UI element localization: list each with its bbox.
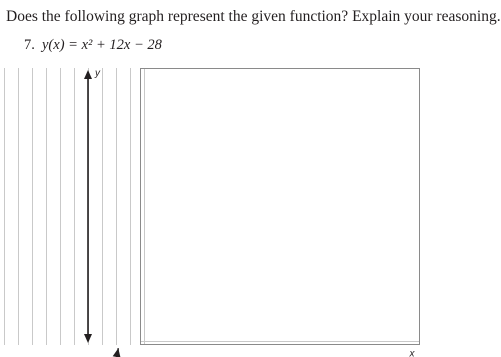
y-axis-label: y [94, 68, 101, 79]
parabola-curve [0, 348, 118, 357]
function-expression: y(x) = x² + 12x − 28 [42, 37, 162, 53]
y-axis-arrow-top [84, 70, 92, 79]
curve-arrow-right [113, 348, 121, 357]
problem-number: 7. [24, 37, 42, 54]
y-axis-arrow-bottom [84, 334, 92, 343]
question-text: Does the following graph represent the given function? Explain your reasoning. [6, 8, 501, 26]
x-axis-label: x [409, 349, 416, 357]
plot-background [140, 68, 420, 345]
